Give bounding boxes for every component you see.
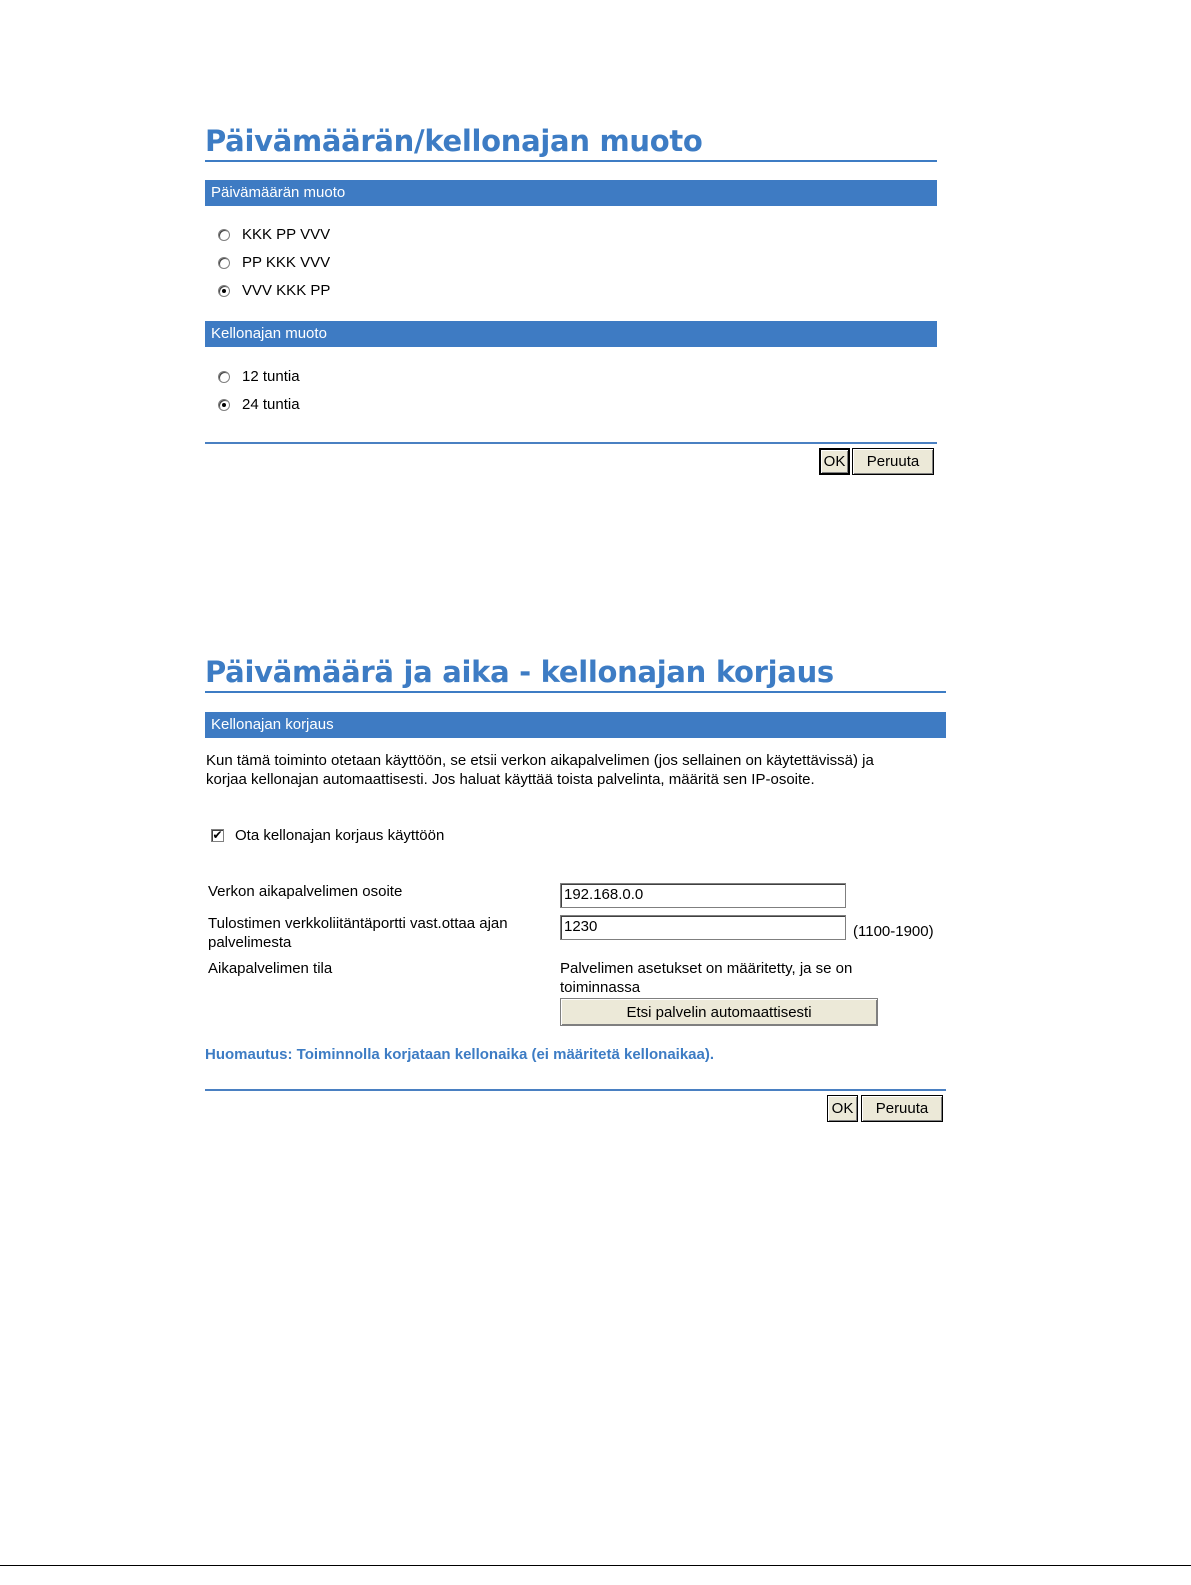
- port-label-line-1: Tulostimen verkkoliitäntäportti vast.ottaa ajan: [208, 915, 508, 932]
- date-option-label: KKK PP VVV: [242, 226, 331, 243]
- cancel-button[interactable]: Peruuta: [861, 1095, 943, 1122]
- find-server-button[interactable]: Etsi palvelin automaattisesti: [560, 998, 878, 1026]
- radio-selected-icon[interactable]: [218, 399, 230, 411]
- radio-icon[interactable]: [218, 229, 230, 241]
- port-input[interactable]: 1230: [560, 915, 846, 940]
- date-option-label: VVV KKK PP: [242, 282, 331, 299]
- time-option-12h[interactable]: [218, 368, 300, 385]
- date-format-title: Päivämäärän/kellonajan muoto: [205, 124, 703, 158]
- date-option-vvv-kkk-pp[interactable]: [218, 282, 330, 299]
- enable-time-sync-label: Ota kellonajan korjaus käyttöön: [235, 827, 445, 844]
- date-format-bar: Päivämäärän muoto: [205, 180, 937, 206]
- section-divider: [205, 442, 937, 444]
- description-line-1: Kun tämä toiminto otetaan käyttöön, se etsii verkon aikapalvelimen (jos sellainen on käytettävissä) ja: [206, 752, 874, 769]
- date-option-kkk-pp-vvv[interactable]: [218, 226, 330, 243]
- description-line-2: korjaa kellonajan automaattisesti. Jos haluat käyttää toista palvelinta, määritä sen IP-osoite.: [206, 771, 815, 788]
- page-bottom-rule: [0, 1565, 1191, 1566]
- port-label-line-2: palvelimesta: [208, 934, 292, 951]
- port-range-hint: (1100-1900): [853, 923, 934, 940]
- title-underline: [205, 691, 946, 693]
- time-sync-bar: Kellonajan korjaus: [205, 712, 946, 738]
- cancel-button[interactable]: Peruuta: [852, 448, 934, 475]
- ok-button[interactable]: OK: [827, 1095, 858, 1122]
- time-option-24h[interactable]: [218, 396, 300, 413]
- checkbox-checked-icon[interactable]: ✔: [212, 828, 223, 842]
- server-status-line-1: Palvelimen asetukset on määritetty, ja se on: [560, 960, 853, 977]
- server-address-input[interactable]: 192.168.0.0: [560, 883, 846, 908]
- server-address-label: Verkon aikapalvelimen osoite: [208, 883, 403, 900]
- date-option-label: PP KKK VVV: [242, 254, 331, 271]
- enable-time-sync[interactable]: [211, 827, 444, 844]
- server-status-label: Aikapalvelimen tila: [208, 960, 333, 977]
- time-option-label: 12 tuntia: [242, 368, 300, 385]
- radio-icon[interactable]: [218, 371, 230, 383]
- server-status-line-2: toiminnassa: [560, 979, 641, 996]
- title-underline: [205, 160, 937, 162]
- time-option-label: 24 tuntia: [242, 396, 300, 413]
- date-option-pp-kkk-vvv[interactable]: [218, 254, 330, 271]
- time-sync-title: Päivämäärä ja aika - kellonajan korjaus: [205, 655, 834, 689]
- section-divider: [205, 1089, 946, 1091]
- radio-icon[interactable]: [218, 257, 230, 269]
- ok-button[interactable]: OK: [819, 448, 850, 475]
- time-format-bar: Kellonajan muoto: [205, 321, 937, 347]
- radio-selected-icon[interactable]: [218, 285, 230, 297]
- note-text: Huomautus: Toiminnolla korjataan kellonaika (ei määritetä kellonaikaa).: [205, 1046, 715, 1063]
